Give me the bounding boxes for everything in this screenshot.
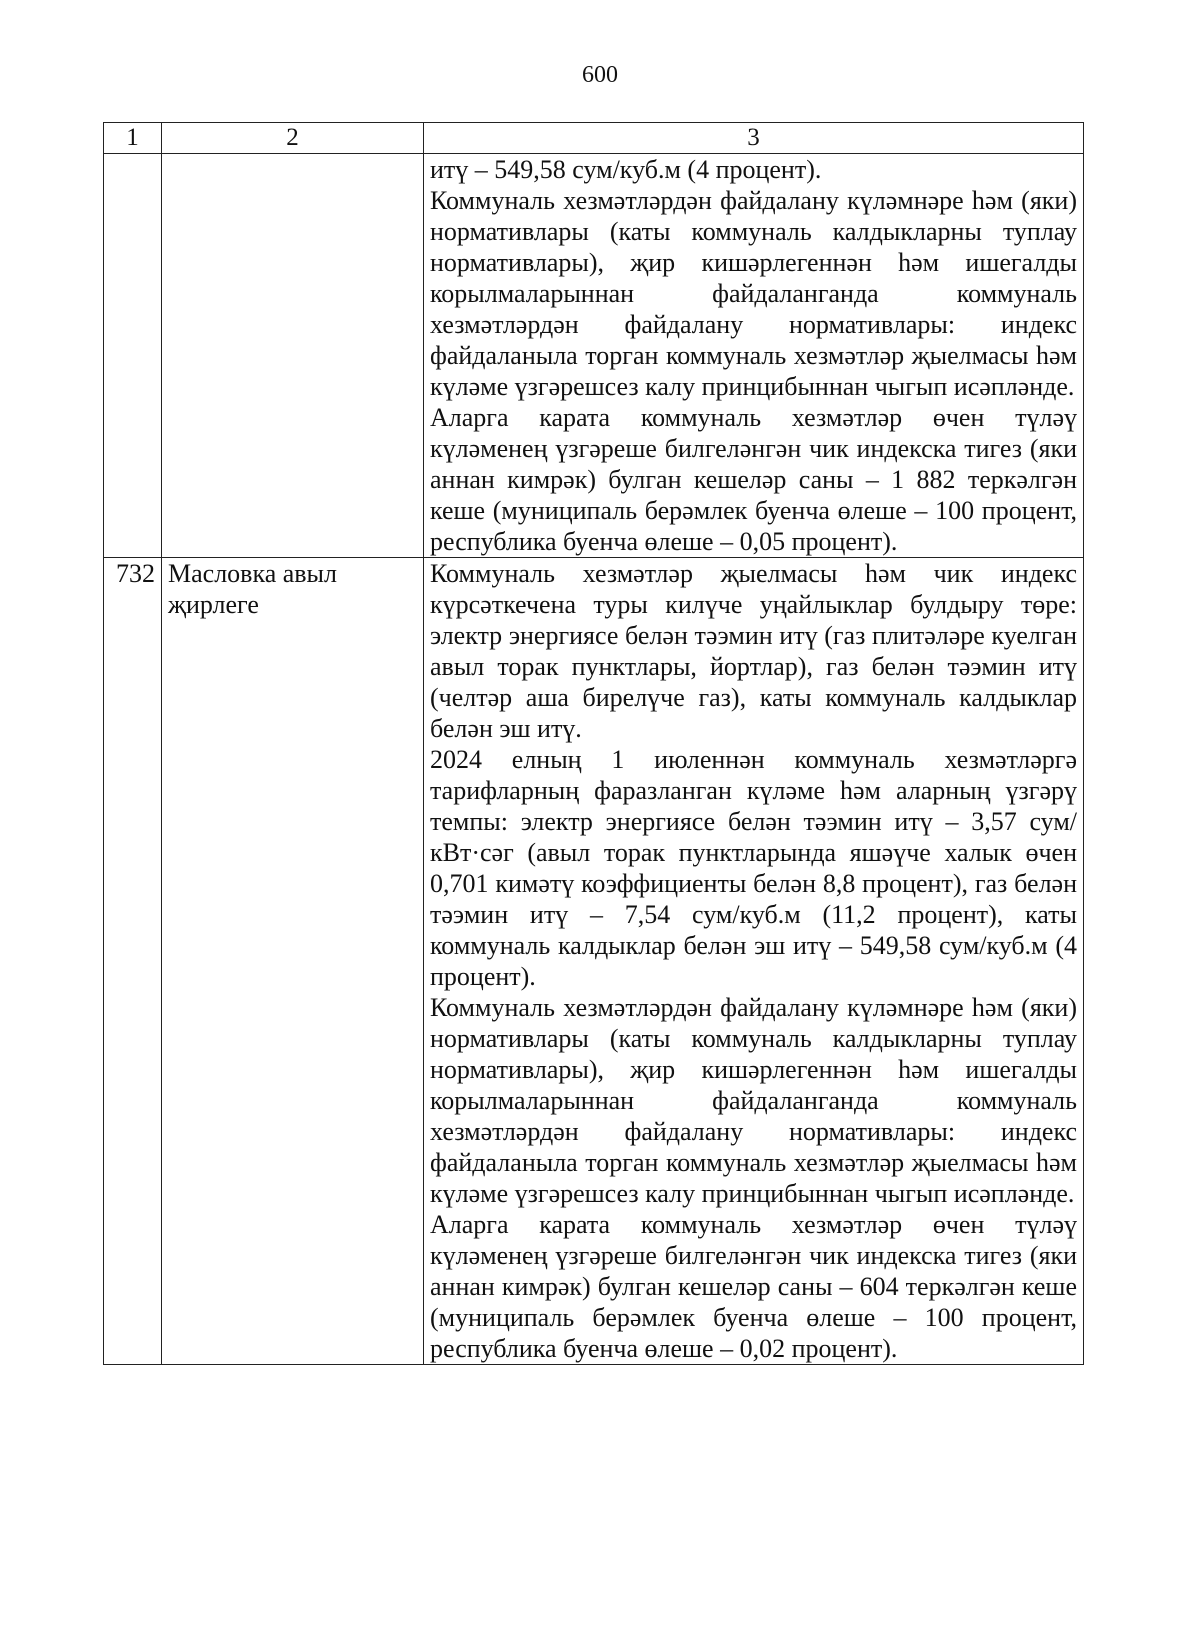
table-header-row [104, 123, 1084, 154]
description-paragraph: Аларга карата коммуналь хезмәтләр өчен түләү күләменең үзгәреше билгеләнгән чик индекска тигез (яки аннан кимрәк) булган кешеләр саны – 604 теркәлгән кеше (муниципаль берәмлек буенча өлеше – 100 процент, республика буенча өлеше – 0,02 процент). [430, 1210, 1077, 1363]
column-header-1: 1 [104, 123, 162, 154]
row-description [424, 558, 1084, 1365]
column-header-3: 3 [424, 123, 1084, 154]
table-row [104, 154, 1084, 558]
column-header-2: 2 [162, 123, 424, 154]
municipality-name: Масловка авыл җирлеге [162, 558, 424, 1365]
row-number [104, 154, 162, 558]
description-paragraph: Коммуналь хезмәтләрдән файдалану күләмнәре һәм (яки) нормативлары (каты коммуналь калдыкларны туплау нормативлары), җир кишәрлегеннән һәм ишегалды корылмаларыннан файдаланганда коммуналь хезмәтләрдән файдалану нормативлары: индекс файдаланыла торган коммуналь хезмәтләр җыелмасы һәм күләме үзгәрешсез калу принцибыннан чыгып исәпләнде. [430, 993, 1077, 1208]
description-paragraph: 2024 елның 1 июленнән коммуналь хезмәтләргә тарифларның фаразланган күләме һәм аларның үзгәрү темпы: электр энергиясе белән тәэмин итү – 3,57 сум/кВт·сәг (авыл торак пунктларында яшәүче халык өчен 0,701 кимәтү коэффициенты белән 8,8 процент), газ белән тәэмин итү – 7,54 сум/куб.м (11,2 процент), каты коммуналь калдыклар белән эш итү – 549,58 сум/куб.м (4 процент). [430, 745, 1077, 991]
description-paragraph: Коммуналь хезмәтләр җыелмасы һәм чик индекс күрсәткечена туры килүче уңайлыклар булдыру төре: электр энергиясе белән тәэмин итү (газ плитәләре куелган авыл торак пунктлары, йортлар), газ белән тәэмин итү (челтәр аша бирелүче газ), каты коммуналь калдыклар белән эш итү. [430, 559, 1077, 743]
row-number: 732 [104, 558, 162, 1365]
page-number: 600 [582, 62, 618, 88]
municipality-name [162, 154, 424, 558]
description-paragraph: Коммуналь хезмәтләрдән файдалану күләмнәре һәм (яки) нормативлары (каты коммуналь калдыкларны туплау нормативлары), җир кишәрлегеннән һәм ишегалды корылмаларыннан файдаланганда коммуналь хезмәтләрдән файдалану нормативлары: индекс файдаланыла торган коммуналь хезмәтләр җыелмасы һәм күләме үзгәрешсез калу принцибыннан чыгып исәпләнде. [430, 186, 1077, 401]
document-table [103, 122, 1084, 1365]
row-description [424, 154, 1084, 558]
description-paragraph: Аларга карата коммуналь хезмәтләр өчен түләү күләменең үзгәреше билгеләнгән чик индекска тигез (яки аннан кимрәк) булган кешеләр саны – 1 882 теркәлгән кеше (муниципаль берәмлек буенча өлеше – 100 процент, республика буенча өлеше – 0,05 процент). [430, 403, 1077, 556]
table-row [104, 558, 1084, 1365]
description-paragraph: итү – 549,58 сум/куб.м (4 процент). [430, 155, 822, 184]
